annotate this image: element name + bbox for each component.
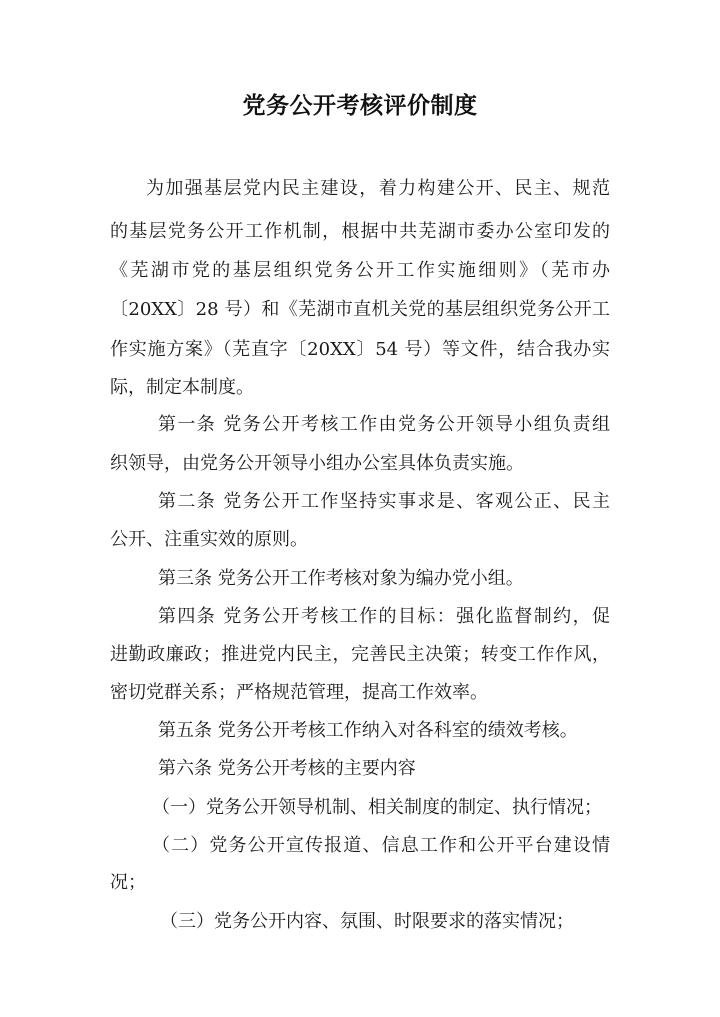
paragraph-line: 作实施方案》（芜直字〔20XX〕54 号）等文件，结合我办实 [110,339,610,360]
article-line: 第一条 党务公开考核工作由党务公开领导小组负责组 [158,414,610,435]
article-line: 公开、注重实效的原则。 [110,529,308,550]
paragraph-line: 际，制定本制度。 [110,377,254,398]
paragraph-line: 的基层党务公开工作机制，根据中共芜湖市委办公室印发的 [110,221,610,242]
list-item-line: （三）党务公开内容、氛围、时限要求的落实情况； [160,911,574,932]
article-line: 第六条 党务公开考核的主要内容 [158,758,416,779]
article-line: 第二条 党务公开工作坚持实事求是、客观公正、民主 [158,491,610,512]
article-line: 第三条 党务公开工作考核对象为编办党小组。 [158,568,524,589]
article-line: 织领导，由党务公开领导小组办公室具体负责实施。 [110,453,524,474]
article-line: 第五条 党务公开考核工作纳入对各科室的绩效考核。 [158,720,578,741]
list-item-line: 况； [110,872,146,893]
paragraph-line: 为加强基层党内民主建设，着力构建公开、民主、规范 [146,178,610,199]
list-item-line: （二）党务公开宣传报道、信息工作和公开平台建设情 [152,835,610,856]
paragraph-line: 〔20XX〕28 号）和《芜湖市直机关党的基层组织党务公开工 [110,299,610,320]
document-title: 党务公开考核评价制度 [242,93,478,119]
article-line: 第四条 党务公开考核工作的目标：强化监督制约，促 [158,606,610,627]
article-line: 进勤政廉政；推进党内民主，完善民主决策；转变工作作风， [110,644,610,665]
list-item-line: （一）党务公开领导机制、相关制度的制定、执行情况； [152,797,602,818]
paragraph-line: 《芜湖市党的基层组织党务公开工作实施细则》（芜市办 [110,260,610,281]
article-line: 密切党群关系；严格规范管理，提高工作效率。 [110,682,488,703]
